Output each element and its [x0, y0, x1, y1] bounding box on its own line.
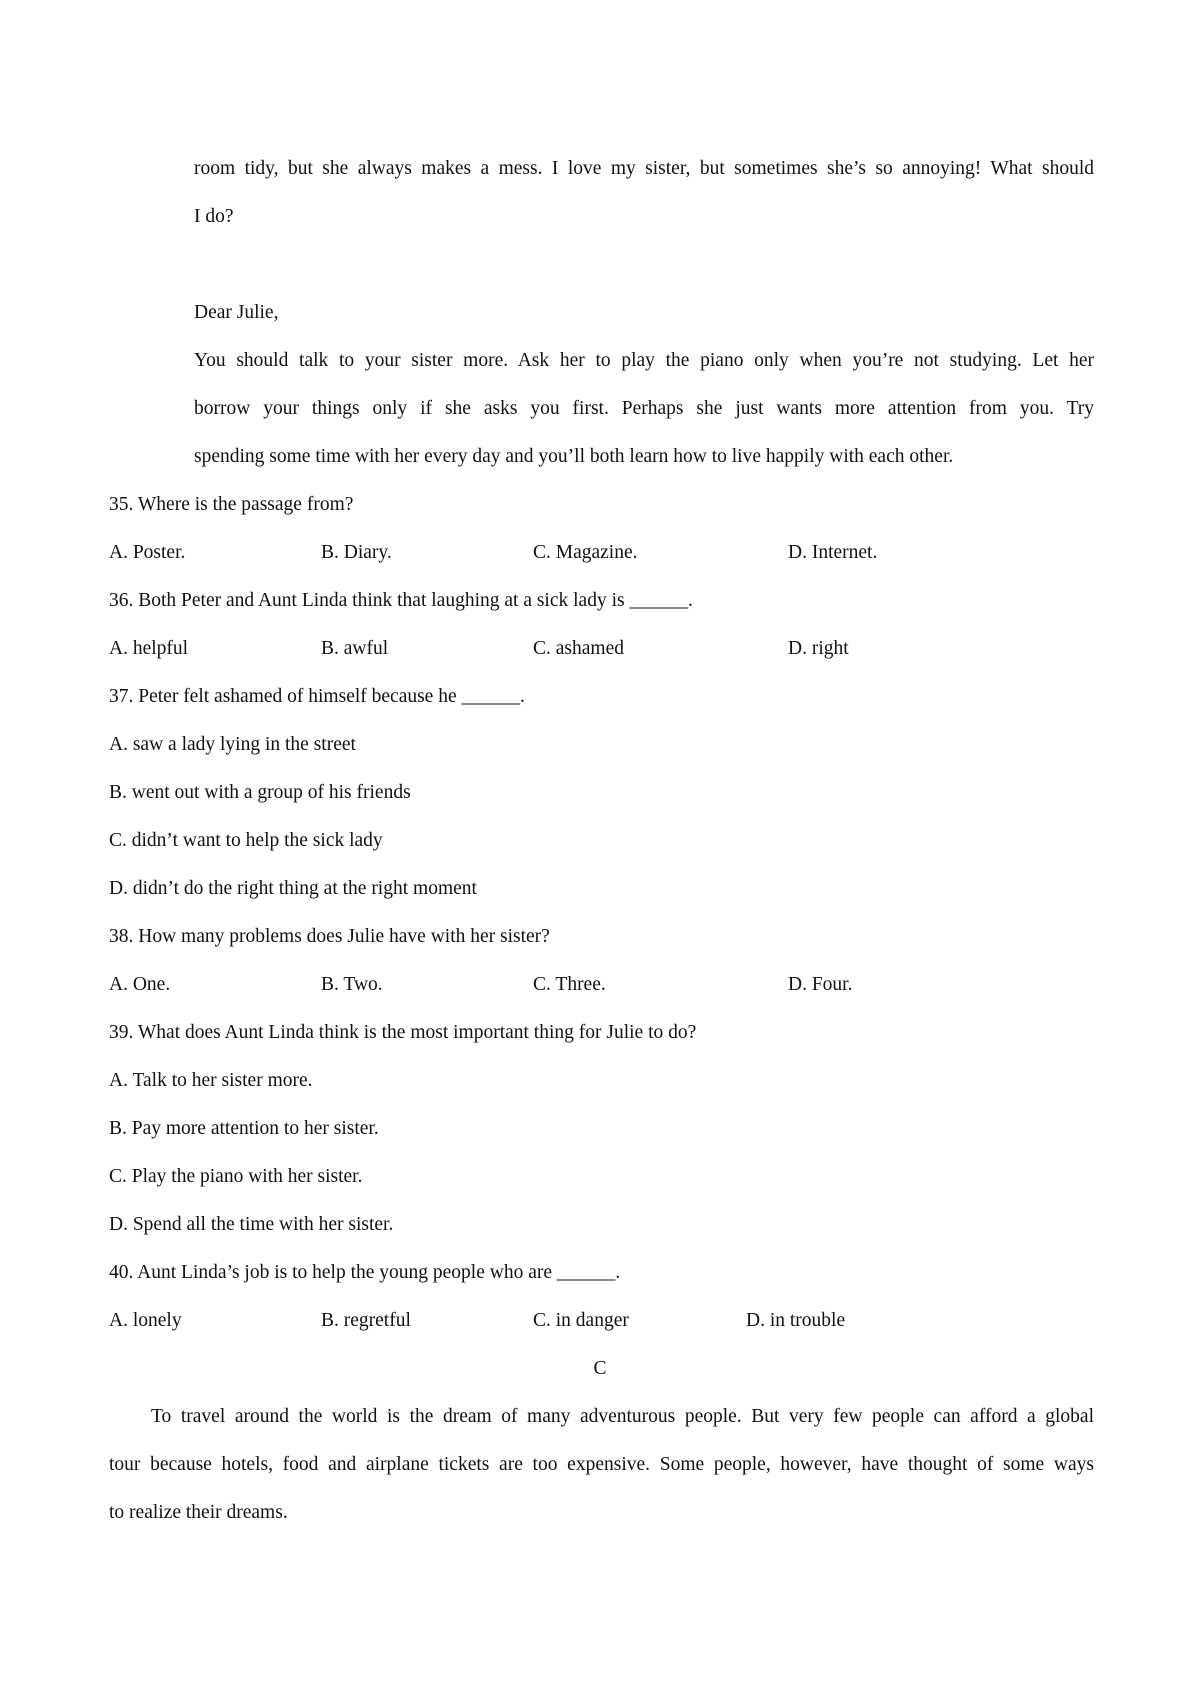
- question-39-option-b: B. Pay more attention to her sister.: [109, 1118, 379, 1139]
- question-39-option-c: C. Play the piano with her sister.: [109, 1166, 363, 1187]
- section-c-line-3: to realize their dreams.: [109, 1502, 288, 1523]
- question-40-stem: 40. Aunt Linda’s job is to help the young people who are ______.: [109, 1262, 621, 1283]
- question-40-option-a: A. lonely: [109, 1310, 182, 1331]
- question-35-options: [109, 543, 1094, 567]
- question-35-option-b: B. Diary.: [321, 542, 392, 563]
- question-38-option-a: A. One.: [109, 974, 171, 995]
- reply-line-3: spending some time with her every day and you’ll both learn how to live happily with each other.: [194, 446, 954, 467]
- question-39-option-a: A. Talk to her sister more.: [109, 1070, 313, 1091]
- question-38-option-d: D. Four.: [788, 974, 853, 995]
- reply-line-1: You should talk to your sister more. Ask her to play the piano only when you’re not studying. Let her: [194, 350, 1094, 371]
- section-c-heading: C: [593, 1358, 607, 1379]
- reply-line-2: borrow your things only if she asks you first. Perhaps she just wants more attention from you. Try: [194, 398, 1094, 419]
- question-39-stem: 39. What does Aunt Linda think is the most important thing for Julie to do?: [109, 1022, 697, 1043]
- question-38-stem: 38. How many problems does Julie have with her sister?: [109, 926, 550, 947]
- question-35-option-a: A. Poster.: [109, 542, 186, 563]
- letter-line-2: I do?: [194, 206, 234, 227]
- question-40-option-d: D. in trouble: [746, 1310, 846, 1331]
- question-35-stem: 35. Where is the passage from?: [109, 494, 354, 515]
- question-36-option-a: A. helpful: [109, 638, 189, 659]
- question-35-option-d: D. Internet.: [788, 542, 878, 563]
- question-38-option-b: B. Two.: [321, 974, 383, 995]
- reply-greeting: Dear Julie,: [194, 302, 279, 323]
- question-37-option-d: D. didn’t do the right thing at the right moment: [109, 878, 477, 899]
- section-c-line-1: To travel around the world is the dream of many adventurous people. But very few people can afford a global: [151, 1406, 1094, 1427]
- section-c-line-2: tour because hotels, food and airplane tickets are too expensive. Some people, however, have thought of some ways: [109, 1454, 1094, 1475]
- question-38-options: [109, 975, 1094, 999]
- letter-line-1: room tidy, but she always makes a mess. I love my sister, but sometimes she’s so annoying! What should: [194, 158, 1094, 179]
- question-36-option-c: C. ashamed: [533, 638, 624, 659]
- question-36-option-d: D. right: [788, 638, 849, 659]
- question-36-stem: 36. Both Peter and Aunt Linda think that laughing at a sick lady is ______.: [109, 590, 693, 611]
- question-37-stem: 37. Peter felt ashamed of himself because he ______.: [109, 686, 525, 707]
- question-40-option-b: B. regretful: [321, 1310, 411, 1331]
- question-39-option-d: D. Spend all the time with her sister.: [109, 1214, 394, 1235]
- question-36-options: [109, 639, 1094, 663]
- question-37-option-c: C. didn’t want to help the sick lady: [109, 830, 383, 851]
- question-40-options: [109, 1311, 1094, 1335]
- question-40-option-c: C. in danger: [533, 1310, 629, 1331]
- question-38-option-c: C. Three.: [533, 974, 606, 995]
- question-37-option-b: B. went out with a group of his friends: [109, 782, 411, 803]
- question-35-option-c: C. Magazine.: [533, 542, 638, 563]
- question-36-option-b: B. awful: [321, 638, 389, 659]
- question-37-option-a: A. saw a lady lying in the street: [109, 734, 356, 755]
